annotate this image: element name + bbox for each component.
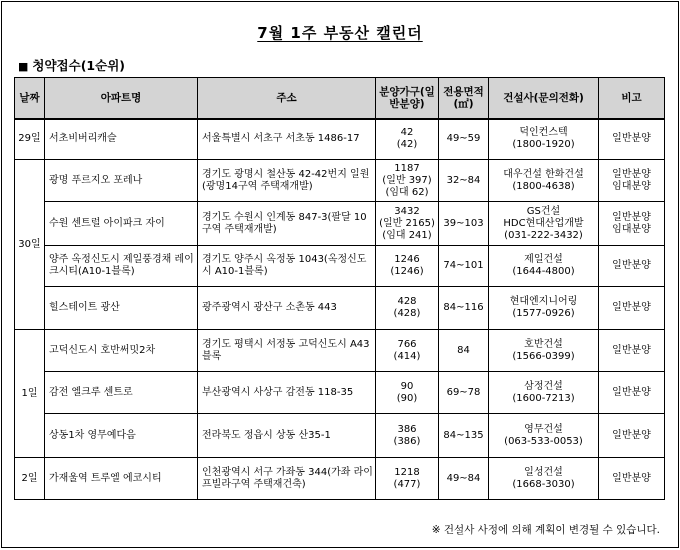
footnote: ※ 건설사 사정에 의해 계획이 변경될 수 있습니다. <box>431 524 660 536</box>
table-row <box>15 372 665 414</box>
builder-cell: 호반건설 (1566-0399) <box>489 330 599 372</box>
builder-cell: 제일건설 (1644-4800) <box>489 246 599 287</box>
address-cell: 인천광역시 서구 가좌동 344(가좌 라이프빌라구역 주택재건축) <box>198 458 376 500</box>
table-row <box>15 246 665 287</box>
builder-cell: 영무건설 (063-533-0053) <box>489 414 599 458</box>
builder-cell: 대우건설 한화건설 (1800-4638) <box>489 160 599 202</box>
section-heading <box>18 56 125 74</box>
apartment-name: 양주 옥정신도시 제일풍경채 레이크시티(A10-1블록) <box>45 246 198 287</box>
area-cell: 74~101 <box>439 246 489 287</box>
area-cell: 84~135 <box>439 414 489 458</box>
table-row <box>15 287 665 330</box>
address-cell: 부산광역시 사상구 감전동 118-35 <box>198 372 376 414</box>
apartment-name: 고덕신도시 호반써밋2차 <box>45 330 198 372</box>
remarks-cell: 일반분양 <box>599 119 665 160</box>
header-units: 분양가구(일반분양) <box>376 78 439 119</box>
units-cell: 90 (90) <box>376 372 439 414</box>
page-title: 7월 1주 부동산 캘린더 <box>257 24 423 42</box>
address-cell: 경기도 수원시 인계동 847-3(팔달 10구역 주택재개발) <box>198 202 376 246</box>
address-cell: 서울특별시 서초구 서초동 1486-17 <box>198 119 376 160</box>
section-label: 청약접수(1순위) <box>32 58 125 73</box>
builder-cell: GS건설 HDC현대산업개발 (031-222-3432) <box>489 202 599 246</box>
area-cell: 69~78 <box>439 372 489 414</box>
builder-cell: 삼정건설 (1600-7213) <box>489 372 599 414</box>
header-area: 전용면적(㎡) <box>439 78 489 119</box>
apartment-name: 힐스테이트 광산 <box>45 287 198 330</box>
address-cell: 전라북도 정읍시 상동 산35-1 <box>198 414 376 458</box>
remarks-cell: 일반분양 <box>599 414 665 458</box>
header-date: 날짜 <box>15 78 45 119</box>
table-row <box>15 330 665 372</box>
remarks-cell: 일반분양 <box>599 372 665 414</box>
area-cell: 49~84 <box>439 458 489 500</box>
units-cell: 386 (386) <box>376 414 439 458</box>
address-cell: 경기도 광명시 철산동 42-42번지 일원(광명14구역 주택재개발) <box>198 160 376 202</box>
table-row <box>15 458 665 500</box>
address-cell: 광주광역시 광산구 소촌동 443 <box>198 287 376 330</box>
header-address: 주소 <box>198 78 376 119</box>
table-row <box>15 414 665 458</box>
units-cell: 1218 (477) <box>376 458 439 500</box>
area-cell: 84~116 <box>439 287 489 330</box>
date-cell: 29일 <box>15 119 45 160</box>
table-row <box>15 119 665 160</box>
remarks-cell: 일반분양 <box>599 330 665 372</box>
header-apartment: 아파트명 <box>45 78 198 119</box>
area-cell: 32~84 <box>439 160 489 202</box>
date-cell: 30일 <box>15 160 45 330</box>
calendar-page <box>1 1 679 548</box>
builder-cell: 일성건설 (1668-3030) <box>489 458 599 500</box>
header-builder: 건설사(문의전화) <box>489 78 599 119</box>
builder-cell: 덕인컨스텍 (1800-1920) <box>489 119 599 160</box>
address-cell: 경기도 양주시 옥정동 1043(옥정신도시 A10-1블록) <box>198 246 376 287</box>
table-row <box>15 202 665 246</box>
apartment-name: 수원 센트럴 아이파크 자이 <box>45 202 198 246</box>
units-cell: 42 (42) <box>376 119 439 160</box>
builder-cell: 현대엔지니어링 (1577-0926) <box>489 287 599 330</box>
remarks-cell: 일반분양 <box>599 287 665 330</box>
apartment-name: 광명 푸르지오 포레나 <box>45 160 198 202</box>
apartment-name: 상동1차 영무예다음 <box>45 414 198 458</box>
remarks-cell: 일반분양 임대분양 <box>599 160 665 202</box>
date-cell: 2일 <box>15 458 45 500</box>
area-cell: 49~59 <box>439 119 489 160</box>
remarks-cell: 일반분양 임대분양 <box>599 202 665 246</box>
address-cell: 경기도 평택시 서정동 고덕신도시 A43블록 <box>198 330 376 372</box>
section-marker: ■ <box>18 60 29 73</box>
date-cell: 1일 <box>15 330 45 458</box>
area-cell: 39~103 <box>439 202 489 246</box>
apartment-name: 가재울역 트루엘 에코시티 <box>45 458 198 500</box>
subscription-table <box>14 77 665 500</box>
units-cell: 1246 (1246) <box>376 246 439 287</box>
apartment-name: 서초비버리캐슬 <box>45 119 198 160</box>
table-row <box>15 160 665 202</box>
remarks-cell: 일반분양 <box>599 458 665 500</box>
units-cell: 1187 (일반 397) (임대 62) <box>376 160 439 202</box>
units-cell: 766 (414) <box>376 330 439 372</box>
header-row <box>15 78 665 119</box>
remarks-cell: 일반분양 <box>599 246 665 287</box>
area-cell: 84 <box>439 330 489 372</box>
units-cell: 3432 (일반 2165) (임대 241) <box>376 202 439 246</box>
units-cell: 428 (428) <box>376 287 439 330</box>
header-remarks: 비고 <box>599 78 665 119</box>
apartment-name: 감전 엘크루 센트로 <box>45 372 198 414</box>
